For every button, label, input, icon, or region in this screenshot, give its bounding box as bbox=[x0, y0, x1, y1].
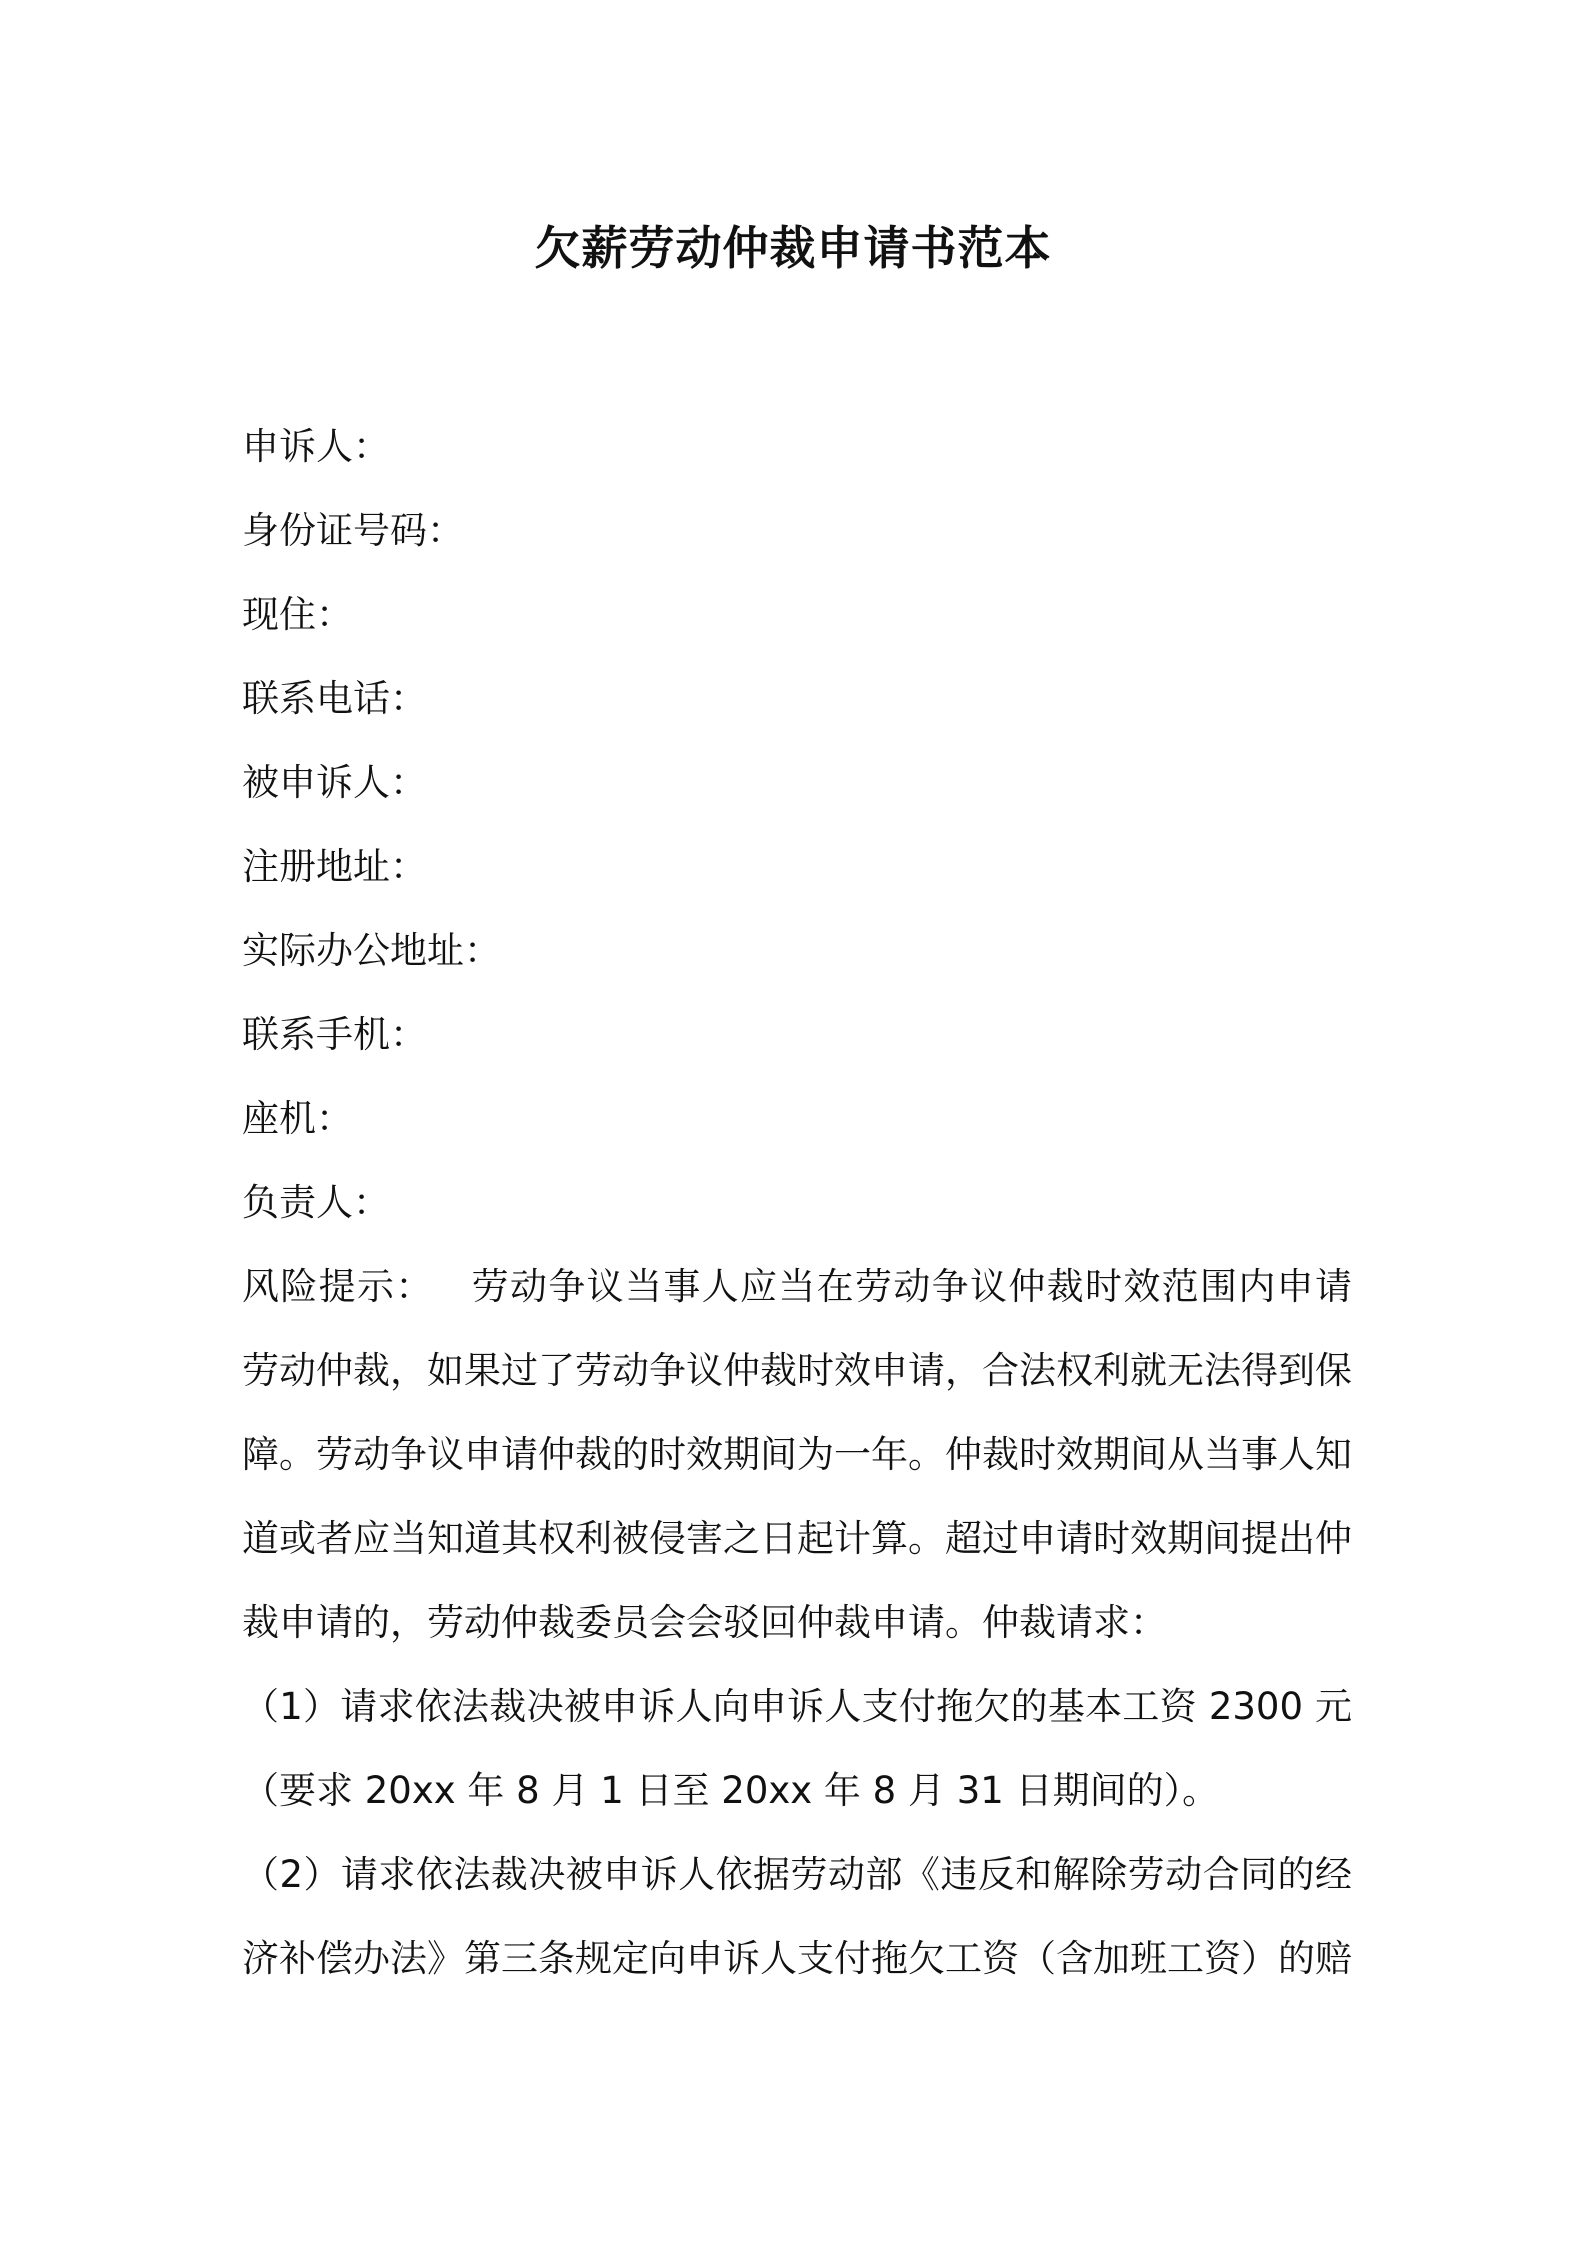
request-item-1: （1）请求依法裁决被申诉人向申诉人支付拖欠的基本工资 2300 元（要求 20xx 年 8 月 1 日至 20xx 年 8 月 31 日期间的）。 bbox=[242, 1685, 1352, 1812]
field-mobile: 联系手机： bbox=[242, 1013, 427, 1056]
request-item-2: （2）请求依法裁决被申诉人依据劳动部《违反和解除劳动合同的经济补偿办法》第三条规定向申诉人支付拖欠工资（含加班工资）的赔 bbox=[242, 1853, 1352, 1980]
document-body bbox=[242, 405, 1352, 2001]
field-respondent: 被申诉人： bbox=[242, 761, 427, 804]
field-responsible-person: 负责人： bbox=[242, 1181, 390, 1224]
field-id-number: 身份证号码： bbox=[242, 509, 464, 552]
document-title: 欠薪劳动仲裁申请书范本 bbox=[534, 221, 1052, 275]
risk-label: 风险提示： bbox=[242, 1265, 434, 1308]
field-complainant: 申诉人： bbox=[242, 425, 390, 468]
risk-text: 劳动争议当事人应当在劳动争议仲裁时效范围内申请劳动仲裁，如果过了劳动争议仲裁时效申请，合法权利就无法得到保障。劳动争议申请仲裁的时效期间为一年。仲裁时效期间从当事人知道或者应当知道其权利被侵害之日起计算。超过申请时效期间提出仲裁申请的，劳动仲裁委员会会驳回仲裁申请。仲裁请求： bbox=[242, 1265, 1353, 1644]
field-current-address: 现住： bbox=[242, 593, 353, 636]
field-registered-address: 注册地址： bbox=[242, 845, 427, 888]
field-landline: 座机： bbox=[242, 1097, 353, 1140]
risk-paragraph bbox=[242, 1245, 1352, 1665]
field-contact-phone: 联系电话： bbox=[242, 677, 427, 720]
field-office-address: 实际办公地址： bbox=[242, 929, 501, 972]
